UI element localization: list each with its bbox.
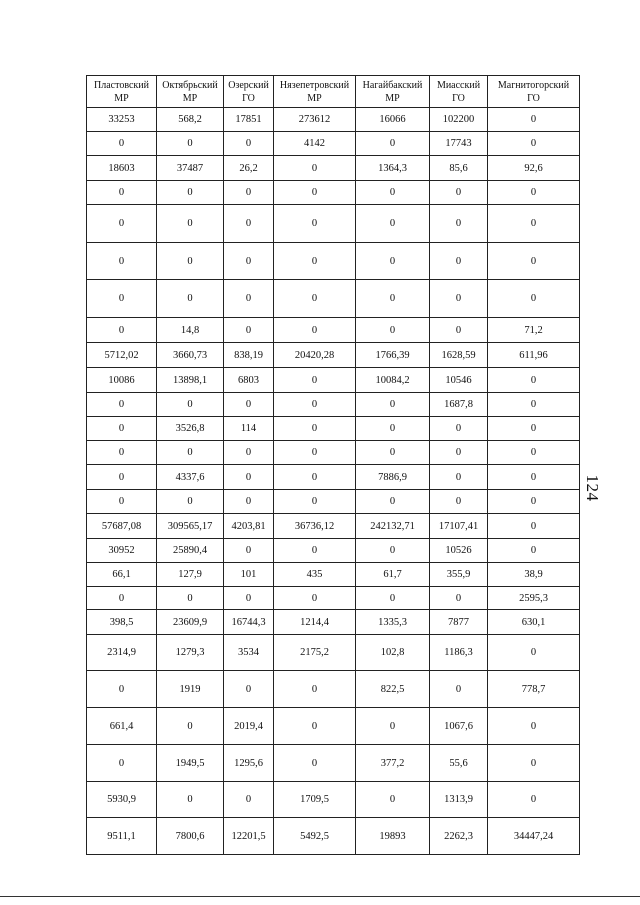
table-cell: 1766,39 <box>356 343 430 368</box>
table-cell: 0 <box>87 132 157 156</box>
table-cell: 0 <box>157 132 224 156</box>
column-header-line: ГО <box>527 92 540 104</box>
table-row <box>87 108 580 132</box>
column-header <box>224 76 274 108</box>
table-cell: 0 <box>430 490 488 514</box>
table-cell: 822,5 <box>356 671 430 708</box>
table-cell: 0 <box>356 132 430 156</box>
table-cell: 0 <box>488 514 580 539</box>
table-cell: 0 <box>224 205 274 243</box>
table-cell: 19893 <box>356 818 430 855</box>
table-cell: 37487 <box>157 156 224 181</box>
table-cell: 0 <box>430 465 488 490</box>
table-cell: 611,96 <box>488 343 580 368</box>
table-row <box>87 181 580 205</box>
table-cell: 0 <box>356 587 430 610</box>
table-cell: 16066 <box>356 108 430 132</box>
table-cell: 0 <box>430 181 488 205</box>
table-cell: 5930,9 <box>87 782 157 818</box>
table-cell: 0 <box>224 318 274 343</box>
table-cell: 12201,5 <box>224 818 274 855</box>
table-cell: 0 <box>488 441 580 465</box>
table-cell: 0 <box>488 745 580 782</box>
table-cell: 20420,28 <box>274 343 356 368</box>
table-cell: 0 <box>224 587 274 610</box>
table-cell: 0 <box>274 745 356 782</box>
table-cell: 10546 <box>430 368 488 393</box>
table-cell: 17851 <box>224 108 274 132</box>
table-cell: 2175,2 <box>274 635 356 671</box>
table-cell: 4337,6 <box>157 465 224 490</box>
table-cell: 61,7 <box>356 563 430 587</box>
table-cell: 17107,41 <box>430 514 488 539</box>
page-number: 124 <box>583 474 602 502</box>
table-cell: 36736,12 <box>274 514 356 539</box>
table-cell: 0 <box>356 393 430 417</box>
column-header-line: Миасский <box>436 79 481 91</box>
table-cell: 0 <box>488 490 580 514</box>
table-cell: 0 <box>274 465 356 490</box>
table-row <box>87 514 580 539</box>
table-cell: 10086 <box>87 368 157 393</box>
table-cell: 778,7 <box>488 671 580 708</box>
table-cell: 0 <box>87 393 157 417</box>
table-cell: 0 <box>430 441 488 465</box>
table-cell: 0 <box>157 708 224 745</box>
table-cell: 0 <box>488 368 580 393</box>
table-row <box>87 490 580 514</box>
table-cell: 0 <box>157 490 224 514</box>
table-cell: 0 <box>274 708 356 745</box>
table-cell: 0 <box>274 243 356 280</box>
column-header-line: МР <box>114 92 129 104</box>
table-cell: 7877 <box>430 610 488 635</box>
table-cell: 57687,08 <box>87 514 157 539</box>
table-cell: 0 <box>488 635 580 671</box>
table-cell: 0 <box>488 393 580 417</box>
table-cell: 26,2 <box>224 156 274 181</box>
table-cell: 0 <box>274 205 356 243</box>
table-cell: 1067,6 <box>430 708 488 745</box>
table-cell: 0 <box>356 782 430 818</box>
table-row <box>87 243 580 280</box>
table-cell: 0 <box>488 782 580 818</box>
table-cell: 101 <box>224 563 274 587</box>
table-cell: 242132,71 <box>356 514 430 539</box>
table-cell: 0 <box>356 539 430 563</box>
table-cell: 661,4 <box>87 708 157 745</box>
table-cell: 0 <box>488 539 580 563</box>
table-cell: 0 <box>356 490 430 514</box>
table-cell: 0 <box>274 539 356 563</box>
column-header-line: ГО <box>242 92 255 104</box>
table-cell: 18603 <box>87 156 157 181</box>
table-cell: 0 <box>224 441 274 465</box>
table-cell: 355,9 <box>430 563 488 587</box>
table-cell: 3526,8 <box>157 417 224 441</box>
table-cell: 0 <box>356 417 430 441</box>
table-cell: 0 <box>157 243 224 280</box>
table-row <box>87 132 580 156</box>
table-cell: 0 <box>157 441 224 465</box>
table-body <box>87 108 580 855</box>
table-cell: 0 <box>224 539 274 563</box>
table-cell: 1214,4 <box>274 610 356 635</box>
table-cell: 3660,73 <box>157 343 224 368</box>
column-header <box>488 76 580 108</box>
table-cell: 377,2 <box>356 745 430 782</box>
table-cell: 55,6 <box>430 745 488 782</box>
table-cell: 309565,17 <box>157 514 224 539</box>
table-cell: 568,2 <box>157 108 224 132</box>
table-cell: 34447,24 <box>488 818 580 855</box>
table-row <box>87 280 580 318</box>
table-cell: 0 <box>430 417 488 441</box>
table-cell: 23609,9 <box>157 610 224 635</box>
table-cell: 0 <box>87 280 157 318</box>
table-cell: 1709,5 <box>274 782 356 818</box>
table-cell: 10084,2 <box>356 368 430 393</box>
table-row <box>87 635 580 671</box>
table-row <box>87 587 580 610</box>
table-cell: 1295,6 <box>224 745 274 782</box>
table-cell: 0 <box>274 181 356 205</box>
table-cell: 0 <box>274 490 356 514</box>
table-cell: 0 <box>224 243 274 280</box>
table-cell: 630,1 <box>488 610 580 635</box>
column-header-line: Октябрьский <box>162 79 218 91</box>
table-cell: 0 <box>430 280 488 318</box>
table-cell: 10526 <box>430 539 488 563</box>
table-cell: 3534 <box>224 635 274 671</box>
table-cell: 0 <box>488 243 580 280</box>
table-cell: 1919 <box>157 671 224 708</box>
table-cell: 102,8 <box>356 635 430 671</box>
table-cell: 102200 <box>430 108 488 132</box>
table-cell: 0 <box>430 671 488 708</box>
table-cell: 0 <box>224 181 274 205</box>
table-cell: 0 <box>274 156 356 181</box>
table-cell: 0 <box>430 587 488 610</box>
table-cell: 33253 <box>87 108 157 132</box>
table-cell: 1313,9 <box>430 782 488 818</box>
column-header-line: МР <box>385 92 400 104</box>
column-header-line: Озерский <box>228 79 269 91</box>
table-cell: 0 <box>87 318 157 343</box>
table-row <box>87 708 580 745</box>
table-cell: 0 <box>356 441 430 465</box>
table-cell: 1186,3 <box>430 635 488 671</box>
table-cell: 0 <box>356 181 430 205</box>
table-cell: 0 <box>274 441 356 465</box>
table-cell: 1335,3 <box>356 610 430 635</box>
table-row <box>87 368 580 393</box>
table-cell: 0 <box>356 280 430 318</box>
table-cell: 0 <box>224 465 274 490</box>
table-cell: 0 <box>157 181 224 205</box>
table-cell: 7800,6 <box>157 818 224 855</box>
table-cell: 0 <box>87 745 157 782</box>
table-cell: 16744,3 <box>224 610 274 635</box>
bottom-divider <box>0 896 640 897</box>
table-row <box>87 818 580 855</box>
table-cell: 0 <box>224 132 274 156</box>
table-cell: 0 <box>157 782 224 818</box>
table-cell: 0 <box>488 108 580 132</box>
table-cell: 4142 <box>274 132 356 156</box>
table-cell: 114 <box>224 417 274 441</box>
column-header <box>356 76 430 108</box>
table-cell: 4203,81 <box>224 514 274 539</box>
table-cell: 0 <box>157 280 224 318</box>
table-cell: 0 <box>430 318 488 343</box>
table-cell: 0 <box>356 708 430 745</box>
table-cell: 0 <box>87 181 157 205</box>
table-cell: 6803 <box>224 368 274 393</box>
column-header-line: Нязепетровский <box>279 79 350 91</box>
table-cell: 0 <box>430 243 488 280</box>
column-header <box>430 76 488 108</box>
column-header-line: Пластовский <box>94 79 149 91</box>
table-cell: 127,9 <box>157 563 224 587</box>
table-cell: 0 <box>224 671 274 708</box>
table-row <box>87 465 580 490</box>
table-cell: 30952 <box>87 539 157 563</box>
table-cell: 0 <box>157 205 224 243</box>
table-cell: 0 <box>488 417 580 441</box>
table-row <box>87 671 580 708</box>
table-row <box>87 745 580 782</box>
table-row <box>87 318 580 343</box>
data-table <box>86 75 580 855</box>
column-header <box>274 76 356 108</box>
table-cell: 0 <box>274 671 356 708</box>
table-cell: 13898,1 <box>157 368 224 393</box>
table-cell: 0 <box>488 205 580 243</box>
column-header-line: Нагайбакский <box>362 79 423 91</box>
table-row <box>87 539 580 563</box>
column-header-line: ГО <box>452 92 465 104</box>
table-cell: 7886,9 <box>356 465 430 490</box>
table-cell: 85,6 <box>430 156 488 181</box>
table-cell: 0 <box>87 671 157 708</box>
table-cell: 838,19 <box>224 343 274 368</box>
table-cell: 71,2 <box>488 318 580 343</box>
table-cell: 398,5 <box>87 610 157 635</box>
table-cell: 66,1 <box>87 563 157 587</box>
table-cell: 0 <box>274 368 356 393</box>
table-cell: 273612 <box>274 108 356 132</box>
column-header <box>157 76 224 108</box>
table-cell: 1628,59 <box>430 343 488 368</box>
table-cell: 17743 <box>430 132 488 156</box>
table-cell: 0 <box>224 490 274 514</box>
table-row <box>87 393 580 417</box>
table-row <box>87 205 580 243</box>
table-row <box>87 610 580 635</box>
table-cell: 1687,8 <box>430 393 488 417</box>
table-cell: 0 <box>356 243 430 280</box>
table-cell: 2595,3 <box>488 587 580 610</box>
table-cell: 38,9 <box>488 563 580 587</box>
table-cell: 0 <box>488 132 580 156</box>
table-cell: 0 <box>87 205 157 243</box>
table-row <box>87 563 580 587</box>
column-header-line: Магнитогорский <box>497 79 570 91</box>
table-cell: 0 <box>224 393 274 417</box>
column-header <box>87 76 157 108</box>
header-row <box>87 76 580 108</box>
table-cell: 2019,4 <box>224 708 274 745</box>
table-cell: 0 <box>274 587 356 610</box>
table-cell: 0 <box>87 243 157 280</box>
table-row <box>87 343 580 368</box>
table-row <box>87 417 580 441</box>
table-cell: 1279,3 <box>157 635 224 671</box>
table-cell: 0 <box>488 280 580 318</box>
table-row <box>87 441 580 465</box>
table-cell: 435 <box>274 563 356 587</box>
table-cell: 92,6 <box>488 156 580 181</box>
table-cell: 1949,5 <box>157 745 224 782</box>
table-cell: 0 <box>488 708 580 745</box>
table-cell: 0 <box>488 181 580 205</box>
table-cell: 0 <box>87 490 157 514</box>
table-row <box>87 156 580 181</box>
table-cell: 0 <box>356 205 430 243</box>
table-cell: 9511,1 <box>87 818 157 855</box>
table-cell: 5712,02 <box>87 343 157 368</box>
table-cell: 0 <box>274 393 356 417</box>
table-cell: 5492,5 <box>274 818 356 855</box>
table-cell: 0 <box>488 465 580 490</box>
table-cell: 1364,3 <box>356 156 430 181</box>
table-cell: 0 <box>87 441 157 465</box>
table-row <box>87 782 580 818</box>
table-cell: 2314,9 <box>87 635 157 671</box>
table-cell: 0 <box>87 417 157 441</box>
table-cell: 0 <box>274 280 356 318</box>
table-cell: 25890,4 <box>157 539 224 563</box>
table-cell: 0 <box>356 318 430 343</box>
table-cell: 0 <box>274 318 356 343</box>
column-header-line: МР <box>182 92 198 104</box>
table-cell: 0 <box>274 417 356 441</box>
table-cell: 0 <box>87 587 157 610</box>
table-cell: 14,8 <box>157 318 224 343</box>
table-cell: 0 <box>224 782 274 818</box>
table-cell: 0 <box>224 280 274 318</box>
table-cell: 0 <box>157 587 224 610</box>
table-cell: 0 <box>430 205 488 243</box>
column-header-line: МР <box>307 92 322 104</box>
table-cell: 2262,3 <box>430 818 488 855</box>
table-cell: 0 <box>157 393 224 417</box>
table-cell: 0 <box>87 465 157 490</box>
